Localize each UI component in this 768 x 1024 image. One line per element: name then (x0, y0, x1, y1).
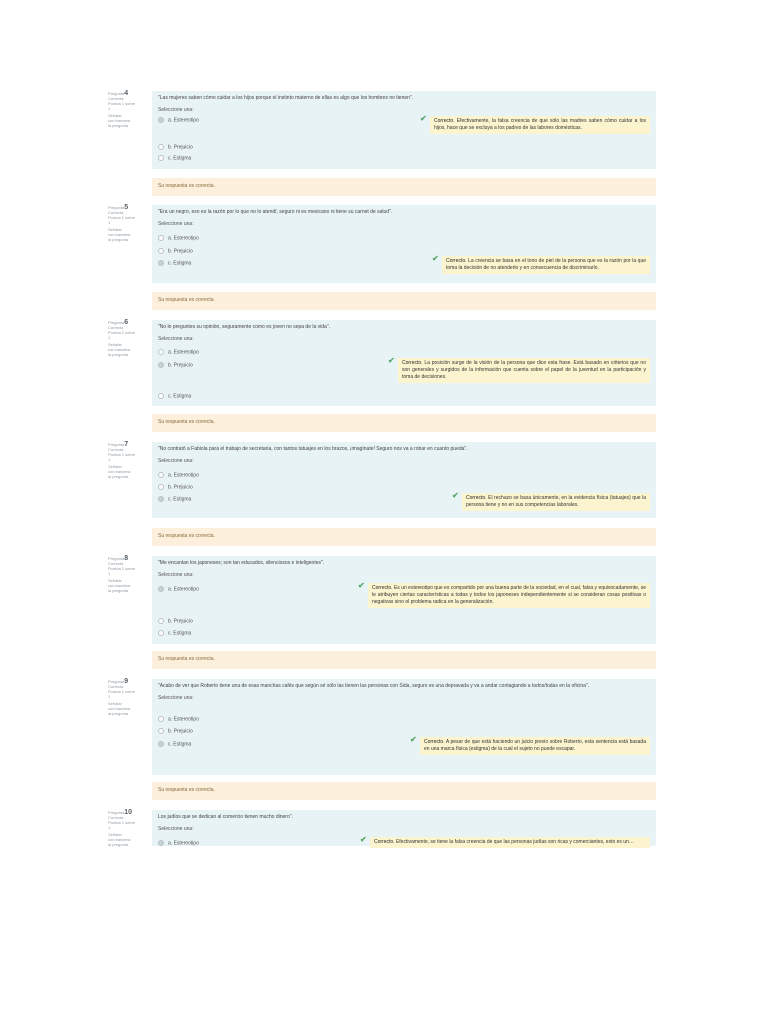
option-letter: c. (168, 630, 172, 637)
answer-option-estereotipo[interactable] (158, 840, 199, 846)
feedback-box (370, 837, 650, 848)
question-content (152, 679, 656, 775)
flag-question-link[interactable] (108, 832, 148, 847)
question-7 (108, 442, 656, 546)
answer-option-estigma[interactable] (158, 393, 191, 399)
option-label: Prejuicio (173, 728, 193, 735)
option-label: Estigma (173, 496, 192, 503)
question-number: 9 (124, 678, 129, 685)
flag-question-text: Señalar (108, 832, 122, 837)
flag-question-link[interactable] (108, 701, 148, 716)
answer-option-prejuicio[interactable] (158, 144, 193, 150)
option-label: Prejuicio (173, 362, 193, 369)
option-letter: a. (168, 472, 173, 479)
answer-feedback (358, 581, 650, 608)
checkmark-icon: ✔ (410, 735, 417, 744)
flag-question-link[interactable] (108, 464, 148, 479)
radio-button[interactable] (158, 117, 164, 123)
answer-option-prejuicio[interactable] (158, 362, 193, 368)
option-label: Estigma (173, 741, 192, 748)
radio-button[interactable] (158, 716, 164, 722)
option-letter: c. (168, 155, 172, 162)
question-number: 8 (124, 555, 129, 562)
flag-question-text: la pregunta (108, 842, 129, 847)
feedback-prefix: Correcto. (466, 495, 487, 501)
flag-question-link[interactable] (108, 227, 148, 242)
option-letter: a. (168, 235, 173, 242)
option-letter: a. (168, 716, 173, 723)
flag-question-text: Señalar (108, 701, 122, 706)
option-label: Estereotipo (173, 840, 199, 847)
question-mark: 1 (108, 694, 111, 699)
question-label: Pregunta (108, 91, 125, 96)
question-text: "No le preguntes su opinión, seguramente como es joven no sepa de la vida". (158, 324, 330, 330)
option-label: Estigma (173, 630, 192, 637)
radio-button[interactable] (158, 235, 164, 241)
radio-button[interactable] (158, 586, 164, 592)
answer-feedback (432, 254, 650, 274)
radio-button[interactable] (158, 484, 164, 490)
flag-question-link[interactable] (108, 578, 148, 593)
answer-option-prejuicio[interactable] (158, 484, 193, 490)
question-mark: 1 (108, 457, 111, 462)
question-label: Pregunta (108, 205, 125, 210)
feedback-prefix: Correcto. (446, 258, 467, 264)
radio-button[interactable] (158, 728, 164, 734)
question-state: Correcta (108, 325, 124, 330)
feedback-text: La posición surge de la visión de la persona que dice esta frase. Está basado en criterios que no son generales y surgidos de la información que cuenta sobre el papel de la juventud en la participación y toma de decisiones. (402, 360, 646, 380)
question-mark: 1 (108, 571, 111, 576)
answer-option-estereotipo[interactable] (158, 117, 199, 123)
option-letter: c. (168, 393, 172, 400)
feedback-prefix: Correcto. (372, 585, 393, 591)
feedback-text: A pesar de que está haciendo un juicio previo sobre Roberto, esta sentencia está basada en una marca física (estigma) de la cual el sujeto no puede escapar. (424, 739, 646, 752)
answer-option-estereotipo[interactable] (158, 349, 199, 355)
question-info (108, 679, 148, 716)
feedback-box (442, 256, 650, 274)
feedback-text: Efectivamente, la falsa creencia de que sólo las madres saben cómo cuidar a los hijos, hace que se excluya a los padres de las labores domésticas. (434, 118, 647, 131)
question-content (152, 810, 656, 846)
option-label: Estigma (173, 155, 192, 162)
checkmark-icon: ✔ (452, 491, 459, 500)
question-mark: Puntúa 1 sobre (108, 101, 136, 106)
radio-button[interactable] (158, 393, 164, 399)
question-5 (108, 205, 656, 310)
answer-option-prejuicio[interactable] (158, 618, 193, 624)
option-label: Prejuicio (173, 484, 193, 491)
question-8 (108, 556, 656, 669)
answer-option-estigma[interactable] (158, 630, 191, 636)
checkmark-icon: ✔ (358, 581, 365, 590)
radio-button[interactable] (158, 472, 164, 478)
flag-question-text: la pregunta (108, 237, 129, 242)
question-content (152, 556, 656, 644)
feedback-prefix: Correcto. (402, 360, 423, 366)
question-mark: 1 (108, 106, 111, 111)
option-letter: a. (168, 349, 173, 356)
radio-button[interactable] (158, 144, 164, 150)
question-9 (108, 679, 656, 800)
option-letter: c. (168, 260, 172, 267)
flag-question-text: la pregunta (108, 352, 129, 357)
question-mark: Puntúa 1 sobre (108, 820, 136, 825)
answer-option-estigma[interactable] (158, 155, 191, 161)
question-info (108, 205, 148, 242)
question-number: 7 (124, 441, 129, 448)
question-label: Pregunta (108, 442, 125, 447)
feedback-box (462, 493, 650, 511)
option-letter: b. (168, 248, 173, 255)
flag-question-text: Señalar (108, 342, 122, 347)
select-prompt: Seleccione una: (158, 826, 194, 832)
option-label: Estereotipo (173, 117, 199, 124)
flag-question-text: con bandera (108, 706, 131, 711)
question-outcome: Su respuesta es correcta. (152, 782, 656, 800)
radio-button[interactable] (158, 840, 164, 846)
flag-question-text: con bandera (108, 583, 131, 588)
question-label: Pregunta (108, 679, 125, 684)
option-label: Estereotipo (173, 586, 199, 593)
answer-feedback (388, 356, 650, 383)
feedback-box (368, 583, 650, 608)
question-state: Correcta (108, 447, 124, 452)
feedback-text: La creencia se basa en el tono de piel de la persona que es la razón por la que toma la decisión de no atenderlo y en consecuencia de discriminarlo. (446, 258, 646, 271)
select-prompt: Seleccione una: (158, 221, 194, 227)
radio-button[interactable] (158, 260, 164, 266)
select-prompt: Seleccione una: (158, 336, 194, 342)
question-mark: Puntúa 1 sobre (108, 689, 136, 694)
flag-question-link[interactable] (108, 113, 148, 128)
question-mark: 1 (108, 220, 111, 225)
feedback-box (420, 737, 650, 755)
question-info (108, 91, 148, 128)
question-text: "Me encantan los japoneses; son tan educados, silenciosos e inteligentes". (158, 560, 325, 566)
question-content (152, 91, 656, 169)
checkmark-icon: ✔ (432, 254, 439, 263)
flag-question-text: con bandera (108, 232, 131, 237)
question-number: 10 (124, 809, 133, 816)
option-label: Estigma (173, 260, 192, 267)
answer-option-prejuicio[interactable] (158, 728, 193, 734)
radio-button[interactable] (158, 630, 164, 636)
option-letter: b. (168, 362, 173, 369)
flag-question-text: Señalar (108, 227, 122, 232)
question-outcome: Su respuesta es correcta. (152, 178, 656, 196)
select-prompt: Seleccione una: (158, 107, 194, 113)
select-prompt: Seleccione una: (158, 695, 194, 701)
answer-option-estigma[interactable] (158, 741, 191, 747)
question-number: 6 (124, 319, 129, 326)
option-label: Prejuicio (173, 618, 193, 625)
question-state: Correcta (108, 815, 124, 820)
answer-option-estereotipo[interactable] (158, 586, 199, 592)
answer-feedback (452, 491, 650, 511)
feedback-text: Es un estereotipo que es compartido por una buena parte de la sociedad, en el cual, falsa y equivocadamente, se le atribuyen ciertas características a todas y todos los japoneses independientemente si se consideran cosas positivas o negativas sino el problema radica en la generalización. (372, 585, 646, 605)
flag-question-text: Señalar (108, 464, 122, 469)
question-info (108, 556, 148, 593)
flag-question-link[interactable] (108, 342, 148, 357)
flag-question-text: la pregunta (108, 588, 129, 593)
question-label: Pregunta (108, 320, 125, 325)
answer-feedback (410, 735, 650, 755)
flag-question-text: con bandera (108, 837, 131, 842)
question-state: Correcta (108, 96, 124, 101)
option-letter: a. (168, 117, 173, 124)
answer-option-prejuicio[interactable] (158, 248, 193, 254)
checkmark-icon: ✔ (420, 114, 427, 123)
question-info (108, 442, 148, 479)
option-letter: b. (168, 618, 173, 625)
option-label: Estereotipo (173, 349, 199, 356)
radio-button[interactable] (158, 362, 164, 368)
option-label: Estereotipo (173, 716, 199, 723)
flag-question-text: con bandera (108, 118, 131, 123)
question-content (152, 320, 656, 406)
feedback-prefix: Correcto. (434, 118, 455, 124)
question-state: Correcta (108, 561, 124, 566)
option-label: Estigma (173, 393, 192, 400)
answer-option-estereotipo[interactable] (158, 235, 199, 241)
option-letter: a. (168, 840, 173, 847)
option-letter: c. (168, 741, 172, 748)
question-mark: 1 (108, 825, 111, 830)
feedback-prefix: Correcto. (424, 739, 445, 745)
flag-question-text: con bandera (108, 347, 131, 352)
question-state: Correcta (108, 684, 124, 689)
option-letter: c. (168, 496, 172, 503)
question-outcome: Su respuesta es correcta. (152, 292, 656, 310)
option-letter: b. (168, 484, 173, 491)
answer-option-estigma[interactable] (158, 496, 191, 502)
answer-option-estereotipo[interactable] (158, 472, 199, 478)
question-mark: Puntúa 1 sobre (108, 330, 136, 335)
question-content (152, 442, 656, 518)
question-state: Correcta (108, 210, 124, 215)
question-mark: Puntúa 1 sobre (108, 452, 136, 457)
question-content (152, 205, 656, 283)
question-4 (108, 91, 656, 196)
question-text: Los judíos que se dedican al comercio tienen mucho dinero". (158, 814, 293, 820)
question-text: "Era un negro, eso es la razón por lo que no lo atendí, seguro ni es mexicano ni tiene su carnet de salud". (158, 209, 393, 215)
feedback-box (430, 116, 650, 134)
option-letter: b. (168, 144, 173, 151)
question-outcome: Su respuesta es correcta. (152, 528, 656, 546)
radio-button[interactable] (158, 248, 164, 254)
answer-option-estereotipo[interactable] (158, 716, 199, 722)
flag-question-text: con bandera (108, 469, 131, 474)
radio-button[interactable] (158, 349, 164, 355)
option-letter: a. (168, 586, 173, 593)
flag-question-text: Señalar (108, 113, 122, 118)
question-text: "Las mujeres saben cómo cuidar a los hijos porque el instinto materno de ellas es algo que los hombres no tienen". (158, 95, 414, 101)
flag-question-text: la pregunta (108, 711, 129, 716)
checkmark-icon: ✔ (360, 835, 367, 844)
radio-button[interactable] (158, 155, 164, 161)
select-prompt: Seleccione una: (158, 572, 194, 578)
question-info (108, 320, 148, 357)
feedback-text: El rechazo se basa únicamente, en la evidencia física (tatuajes) que la persona tiene y no en sus competencias laborales. (466, 495, 647, 508)
radio-button[interactable] (158, 741, 164, 747)
feedback-prefix: Correcto. (374, 839, 395, 845)
feedback-box (398, 358, 650, 383)
flag-question-text: la pregunta (108, 474, 129, 479)
question-label: Pregunta (108, 810, 125, 815)
question-outcome: Su respuesta es correcta. (152, 651, 656, 669)
option-label: Estereotipo (173, 235, 199, 242)
question-number: 5 (124, 204, 129, 211)
question-text: "Acabo de ver que Roberto tiene una de esas manchas cafés que según sé sólo las tienen las personas con Sida, seguro es una depravada y va a andar contagiando a todos/todas en la oficina". (158, 683, 590, 689)
question-mark: 1 (108, 335, 111, 340)
question-number: 4 (124, 90, 129, 97)
answer-feedback (360, 835, 650, 848)
question-10 (108, 810, 656, 846)
question-mark: Puntúa 1 sobre (108, 566, 136, 571)
select-prompt: Seleccione una: (158, 458, 194, 464)
question-6 (108, 320, 656, 432)
answer-feedback (420, 114, 650, 134)
question-label: Pregunta (108, 556, 125, 561)
question-mark: Puntúa 1 sobre (108, 215, 136, 220)
option-label: Prejuicio (173, 248, 193, 255)
question-info (108, 810, 148, 847)
flag-question-text: Señalar (108, 578, 122, 583)
option-label: Estereotipo (173, 472, 199, 479)
option-letter: b. (168, 728, 173, 735)
option-label: Prejuicio (173, 144, 193, 151)
checkmark-icon: ✔ (388, 356, 395, 365)
feedback-text: Efectivamente, se tiene la falsa creencia de que las personas judías son ricas y comerciantes, esto es un… (395, 839, 634, 845)
radio-button[interactable] (158, 618, 164, 624)
flag-question-text: la pregunta (108, 123, 129, 128)
question-outcome: Su respuesta es correcta. (152, 414, 656, 432)
answer-option-estigma[interactable] (158, 260, 191, 266)
radio-button[interactable] (158, 496, 164, 502)
question-text: "No contrató a Fabiola para el trabajo de secretaria, con tantos tatuajes en los brazos, ¡imagínate! Seguro nos va a robar en cuanto pueda". (158, 446, 468, 452)
